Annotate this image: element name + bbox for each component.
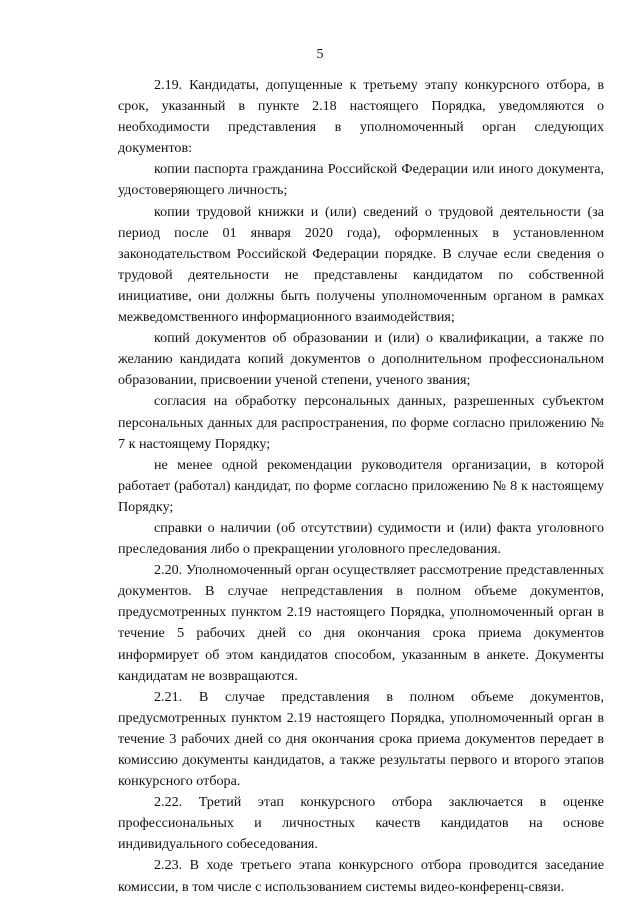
paragraph-2-19: 2.19. Кандидаты, допущенные к третьему этапу конкурсного отбора, в срок, указанный в пункте 2.18 настоящего Порядка, уведомляются о необходимости представления в уполномоченный орган следующих документов:	[118, 77, 604, 157]
list-item-education-documents: копий документов об образовании и (или) о квалификации, а также по желанию кандидата копий документов о дополнительном профессиональном образовании, присвоении ученой степени, ученого звания;	[118, 330, 604, 389]
page-number: 5	[316, 47, 324, 62]
paragraph-2-21: 2.21. В случае представления в полном объеме документов, предусмотренных пунктом 2.19 настоящего Порядка, уполномоченный орган в течение 3 рабочих дней со дня окончания срока приема документов передает в комиссию документы кандидатов, а также результаты первого и второго этапов конкурсного отбора.	[118, 688, 604, 790]
list-item-personal-data-consent: согласия на обработку персональных данных, разрешенных субъектом персональных данных для распространения, по форме согласно приложению № 7 к настоящему Порядку;	[118, 393, 604, 452]
paragraph-2-23: 2.23. В ходе третьего этапа конкурсного отбора проводится заседание комиссии, в том числе с использованием системы видео-конференц-связи.	[118, 857, 604, 895]
document-body	[118, 75, 604, 898]
list-item-passport-copy: копии паспорта гражданина Российской Федерации или иного документа, удостоверяющего личность;	[118, 161, 604, 199]
list-item-work-record-copy: копии трудовой книжки и (или) сведений о трудовой деятельности (за период после 01 января 2020 года), оформленных в установленном законодательством Российской Федерации порядке. В случае если сведения о трудовой деятельности не представлены кандидатом по собственной инициативе, они должны быть получены уполномоченным органом в рамках межведомственного информационного взаимодействия;	[118, 203, 604, 326]
list-item-criminal-record-certificate: справки о наличии (об отсутствии) судимости и (или) факта уголовного преследования либо о прекращении уголовного преследования.	[118, 519, 604, 558]
list-item-recommendation: не менее одной рекомендации руководителя организации, в которой работает (работал) кандидат, по форме согласно приложению № 8 к настоящему Порядку;	[118, 456, 604, 515]
paragraph-2-22: 2.22. Третий этап конкурсного отбора заключается в оценке профессиональных и личностных качеств кандидатов на основе индивидуального собеседования.	[118, 794, 604, 853]
paragraph-2-20: 2.20. Уполномоченный орган осуществляет рассмотрение представленных документов. В случае непредставления в полном объеме документов, предусмотренных пунктом 2.19 настоящего Порядка, уполномоченный орган в течение 5 рабочих дней со дня окончания срока приема документов информирует об этом кандидатов способом, указанным в анкете. Документы кандидатам не возвращаются.	[118, 562, 604, 684]
